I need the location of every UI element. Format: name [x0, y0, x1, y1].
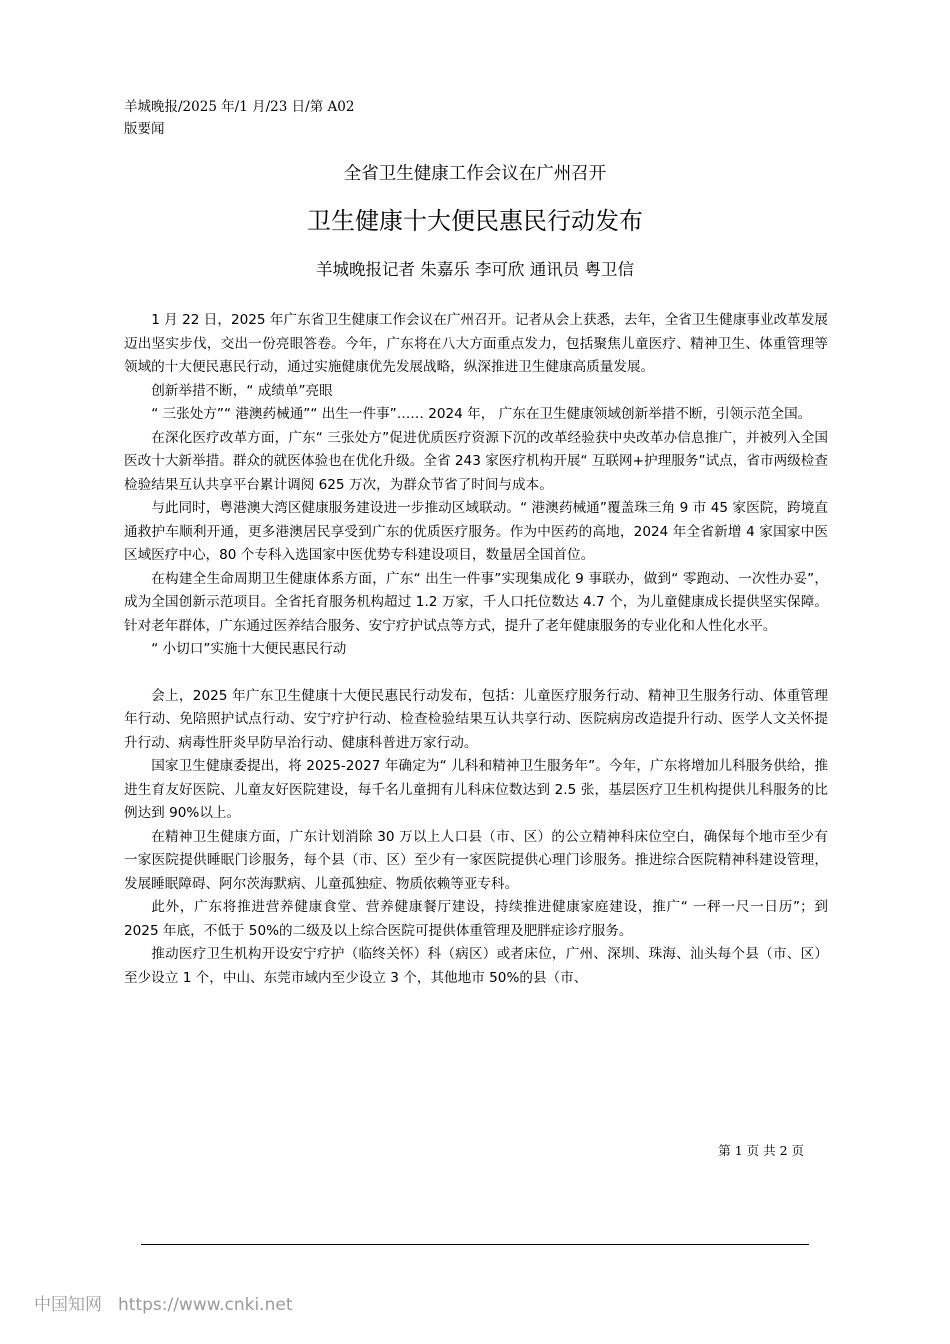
watermark-url: https://www.cnki.net — [118, 1295, 293, 1315]
paragraph: 在精神卫生健康方面，广东计划消除 30 万以上人口县（市、区）的公立精神科床位空白，确保每个地市至少有一家医院提供睡眠门诊服务，每个县（市、区）至少有一家医院提供心理门诊服务。推进综合医院精神科建设管理，发展睡眠障碍、阿尔茨海默病、儿童孤独症、物质依赖等亚专科。 — [124, 828, 828, 892]
page-indicator: 第 1 页 共 2 页 — [718, 1143, 804, 1158]
section-label: 版要闻 — [124, 121, 165, 137]
paragraph: 会上，2025 年广东卫生健康十大便民惠民行动发布，包括：儿童医疗服务行动、精神卫生服务行动、体重管理年行动、免陪照护试点行动、安宁疗护行动、检查检验结果互认共享行动、医院病房改造提升行动、医学人文关怀提升行动、病毒性肝炎早防早治行动、健康科普进万家行动。 — [124, 687, 828, 751]
paragraph: 国家卫生健康委提出，将 2025-2027 年确定为“ 儿科和精神卫生服务年”。今年，广东将增加儿科服务供给，推进生育友好医院、儿童友好医院建设，每千名儿童拥有儿科床位数达到 2.5 张，基层医疗卫生机构提供儿科服务的比例达到 90%以上。 — [124, 758, 828, 821]
article-byline: 羊城晚报记者 朱嘉乐 李可欣 通讯员 粤卫信 — [316, 260, 634, 279]
paragraph: 推动医疗卫生机构开设安宁疗护（临终关怀）科（病区）或者床位，广州、深圳、珠海、汕头每个县（市、区）至少设立 1 个，中山、东莞市域内至少设立 3 个，其他地市 50%的县（市、 — [124, 946, 828, 986]
watermark-brand: 中国知网 — [34, 1295, 102, 1315]
paragraph: 此外，广东将推进营养健康食堂、营养健康餐厅建设，持续推进健康家庭建设，推广“ 一秤一尺一日历”；到 2025 年底，不低于 50%的二级及以上综合医院可提供体重管理及肥胖症诊疗服务。 — [124, 899, 828, 939]
source-info — [124, 96, 354, 140]
article-subtitle: 全省卫生健康工作会议在广州召开 — [343, 164, 607, 184]
paragraph: “ 三张处方”“ 港澳药械通”“ 出生一件事”…… 2024 年， 广东在卫生健康领域创新举措不断，引领示范全国。 — [151, 406, 812, 422]
paragraph: 1 月 22 日，2025 年广东省卫生健康工作会议在广州召开。记者从会上获悉，去年，全省卫生健康事业改革发展迈出坚实步伐，交出一份亮眼答卷。今年，广东将在八大方面重点发力，包括聚焦儿童医疗、精神卫生、体重管理等领域的十大便民惠民行动，通过实施健康优先发展战略，纵深推进卫生健康高质量发展。 — [124, 312, 828, 375]
article-body — [124, 309, 828, 990]
footer-divider — [141, 1244, 809, 1245]
source-line: 羊城晚报/2025 年/1 月/23 日/第 A02 — [124, 99, 355, 115]
watermark — [34, 1294, 292, 1316]
article-title: 卫生健康十大便民惠民行动发布 — [307, 207, 643, 235]
paragraph: 在构建全生命周期卫生健康体系方面，广东“ 出生一件事”实现集成化 9 事联办，做到“ 零跑动、一次性办妥”，成为全国创新示范项目。全省托育服务机构超过 1.2 万家，千人口托位数达 4.7 个，为儿童健康成长提供坚实保障。针对老年群体，广东通过医养结合服务、安宁疗护试点等方式，提升了老年健康服务的专业化和人性化水平。 — [124, 570, 828, 634]
section-heading: 创新举措不断，“ 成绩单”亮眼 — [151, 382, 333, 399]
section-heading: “ 小切口”实施十大便民惠民行动 — [151, 641, 347, 657]
paragraph: 在深化医疗改革方面，广东“ 三张处方”促进优质医疗资源下沉的改革经验获中央改革办信息推广，并被列入全国医改十大新举措。群众的就医体验也在优化升级。全省 243 家医疗机构开展“ 互联网+护理服务”试点，省市两级检查检验结果互认共享平台累计调阅 625 万次，为群众节省了时间与成本。 — [124, 429, 828, 493]
paragraph: 与此同时，粤港澳大湾区健康服务建设进一步推动区域联动。“ 港澳药械通”覆盖珠三角 9 市 45 家医院，跨境直通救护车顺利开通，更多港澳居民享受到广东的优质医疗服务。作为中医药的高地，2024 年全省新增 4 家国家中医区域医疗中心，80 个专科入选国家中医优势专科建设项目，数量居全国首位。 — [124, 500, 828, 563]
